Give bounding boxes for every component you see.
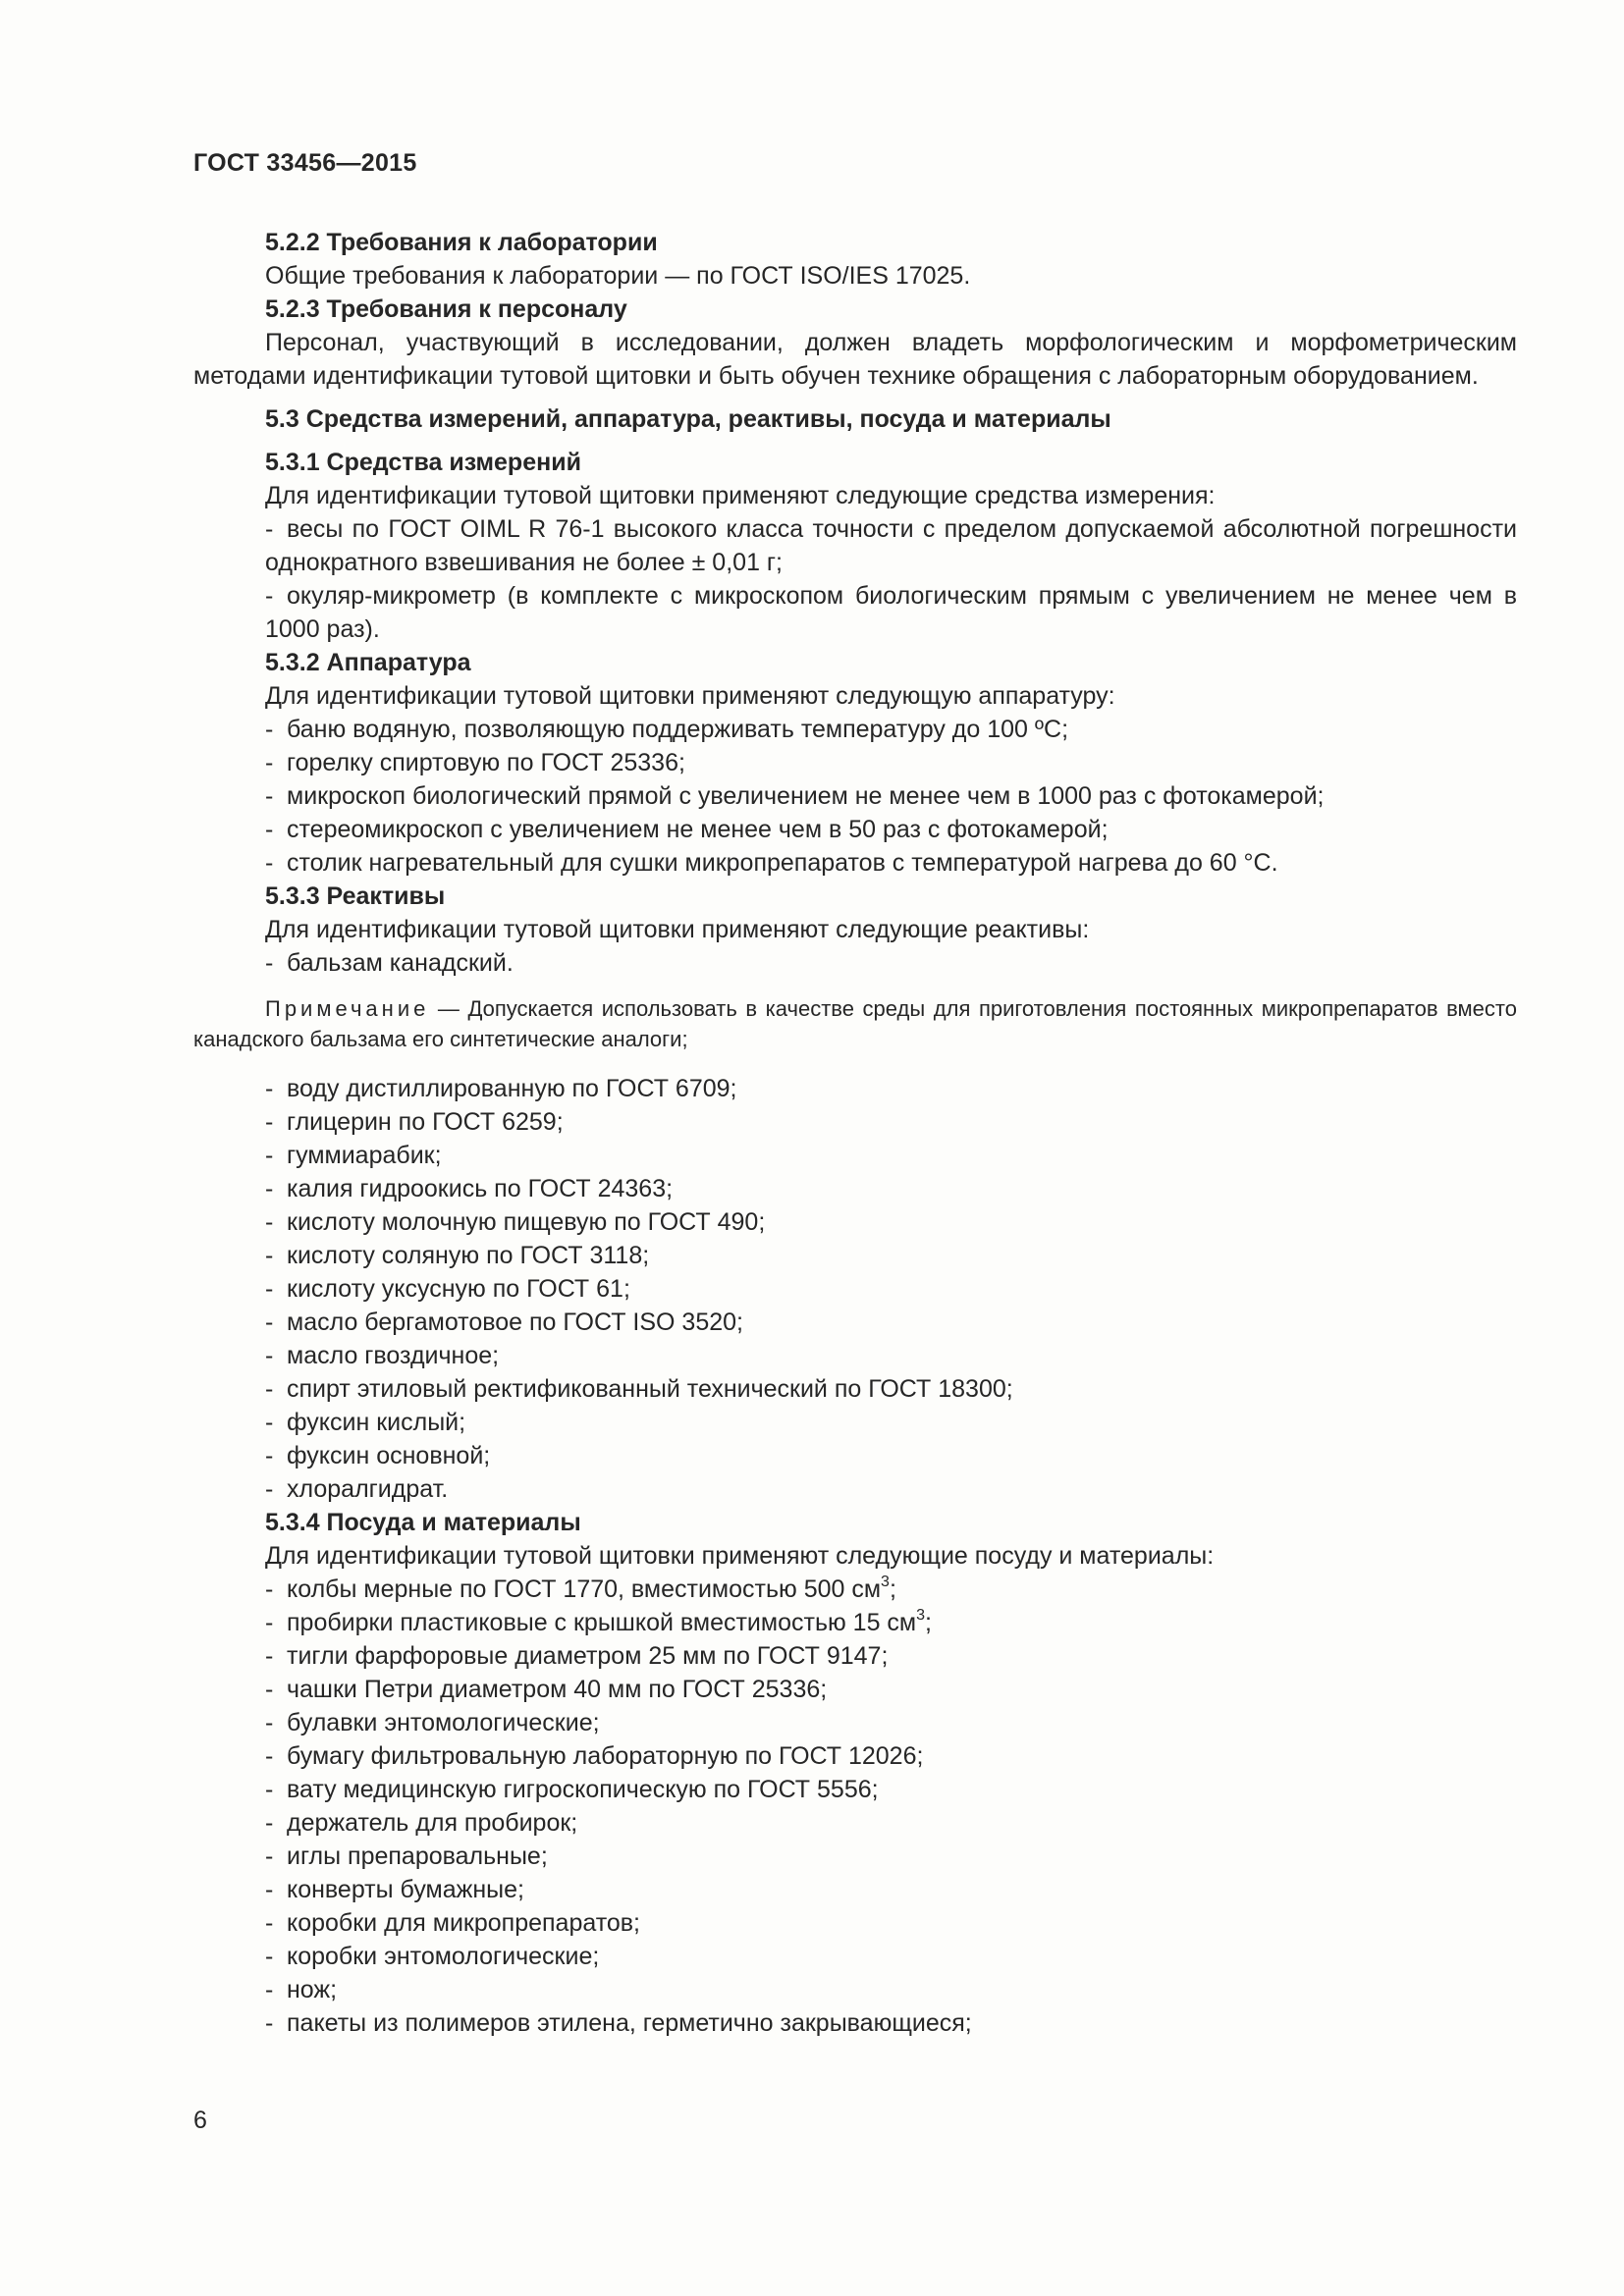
list-item: - чашки Петри диаметром 40 мм по ГОСТ 25336; <box>265 1676 828 1703</box>
list-item: - глицерин по ГОСТ 6259; <box>265 1108 564 1136</box>
list-item: - фуксин кислый; <box>265 1409 466 1436</box>
list-item: - бальзам канадский. <box>265 949 514 977</box>
section-5-3-2-intro: Для идентификации тутовой щитовки применяют следующую аппаратуру: <box>265 682 1115 710</box>
list-item: - коробки для микропрепаратов; <box>265 1909 640 1937</box>
list-item: - пакеты из полимеров этилена, герметично закрывающиеся; <box>265 2009 972 2037</box>
section-5-2-2-text: Общие требования к лаборатории — по ГОСТ ISO/IES 17025. <box>265 262 971 290</box>
list-item: - баню водяную, позволяющую поддерживать температуру до 100 ºС; <box>265 716 1069 743</box>
section-5-3-3-intro: Для идентификации тутовой щитовки применяют следующие реактивы: <box>265 916 1090 943</box>
note-text: — Допускается использовать в качестве среды для приготовления постоянных микропрепаратов вместо канадского бальзама его синтетические аналоги; <box>193 996 1517 1051</box>
section-5-3-3-list <box>193 1072 1517 1506</box>
section-5-2-2-title: 5.2.2 Требования к лаборатории <box>265 229 658 256</box>
section-5-3-1-intro: Для идентификации тутовой щитовки применяют следующие средства измерения: <box>265 482 1216 509</box>
section-5-2-3-title: 5.2.3 Требования к персоналу <box>265 295 627 323</box>
list-item: - горелку спиртовую по ГОСТ 25336; <box>265 749 685 776</box>
section-5-3-2-list <box>193 713 1517 880</box>
list-item: - гуммиарабик; <box>265 1142 442 1169</box>
note <box>193 993 1517 1054</box>
list-item: - спирт этиловый ректификованный технический по ГОСТ 18300; <box>265 1375 1013 1403</box>
note-label: Примечание <box>265 996 430 1021</box>
list-item: - кислоту соляную по ГОСТ 3118; <box>265 1242 650 1269</box>
section-5-3-1-title: 5.3.1 Средства измерений <box>265 449 581 476</box>
list-item: - калия гидроокись по ГОСТ 24363; <box>265 1175 674 1202</box>
list-item: - микроскоп биологический прямой с увеличением не менее чем в 1000 раз с фотокамерой; <box>265 782 1325 810</box>
list-item: - колбы мерные по ГОСТ 1770, вместимостью 500 $см^3$; <box>265 1573 896 1603</box>
standard-id: ГОСТ 33456—2015 <box>193 149 417 177</box>
list-item: - держатель для пробирок; <box>265 1809 578 1837</box>
list-item: - кислоту молочную пищевую по ГОСТ 490; <box>265 1208 766 1236</box>
list-item: - пробирки пластиковые с крышкой вместимостью 15 $см^3$; <box>265 1606 932 1636</box>
section-5-2-3-text: Персонал, участвующий в исследовании, должен владеть морфологическим и морфометрическим методами идентификации тутовой щитовки и быть обучен технике обращения с лабораторным оборудованием. <box>193 329 1517 390</box>
section-5-3-1-list <box>193 512 1517 646</box>
list-item: - окуляр-микрометр (в комплекте с микроскопом биологическим прямым с увеличением не менее чем в 1000 раз). <box>265 582 1517 643</box>
list-item: - тигли фарфоровые диаметром 25 мм по ГОСТ 9147; <box>265 1642 889 1670</box>
list-item: - масло гвоздичное; <box>265 1342 500 1369</box>
section-5-3-2-title: 5.3.2 Аппаратура <box>265 649 471 676</box>
section-5-3-title: 5.3 Средства измерений, аппаратура, реактивы, посуда и материалы <box>265 405 1111 433</box>
section-5-3-3-title: 5.3.3 Реактивы <box>265 882 446 910</box>
list-item: - вату медицинскую гигроскопическую по ГОСТ 5556; <box>265 1776 879 1803</box>
section-5-3-4-intro: Для идентификации тутовой щитовки применяют следующие посуду и материалы: <box>265 1542 1215 1570</box>
list-item: - конверты бумажные; <box>265 1876 524 1903</box>
list-item: - иглы препаровальные; <box>265 1842 548 1870</box>
page-content <box>193 226 1517 2040</box>
section-5-3-4-title: 5.3.4 Посуда и материалы <box>265 1509 581 1536</box>
list-item: - коробки энтомологические; <box>265 1943 600 1970</box>
list-item: - воду дистиллированную по ГОСТ 6709; <box>265 1075 737 1102</box>
list-item: - весы по ГОСТ OIML R 76-1 высокого класса точности с пределом допускаемой абсолютной погрешности однократного взвешивания не более ± 0,01 г; <box>265 515 1517 576</box>
list-item: - бумагу фильтровальную лабораторную по ГОСТ 12026; <box>265 1742 924 1770</box>
list-item: - масло бергамотовое по ГОСТ ISO 3520; <box>265 1308 743 1336</box>
page-number: 6 <box>193 2107 207 2134</box>
list-item: - фуксин основной; <box>265 1442 491 1469</box>
list-item: - нож; <box>265 1976 338 2003</box>
section-5-3-4-list <box>193 1573 1517 2040</box>
list-item: - стереомикроскоп с увеличением не менее чем в 50 раз с фотокамерой; <box>265 816 1109 843</box>
list-item: - булавки энтомологические; <box>265 1709 600 1736</box>
list-item: - хлоралгидрат. <box>265 1475 449 1503</box>
list-item: - кислоту уксусную по ГОСТ 61; <box>265 1275 630 1303</box>
list-item: - столик нагревательный для сушки микропрепаратов с температурой нагрева до 60 °С. <box>265 849 1278 877</box>
